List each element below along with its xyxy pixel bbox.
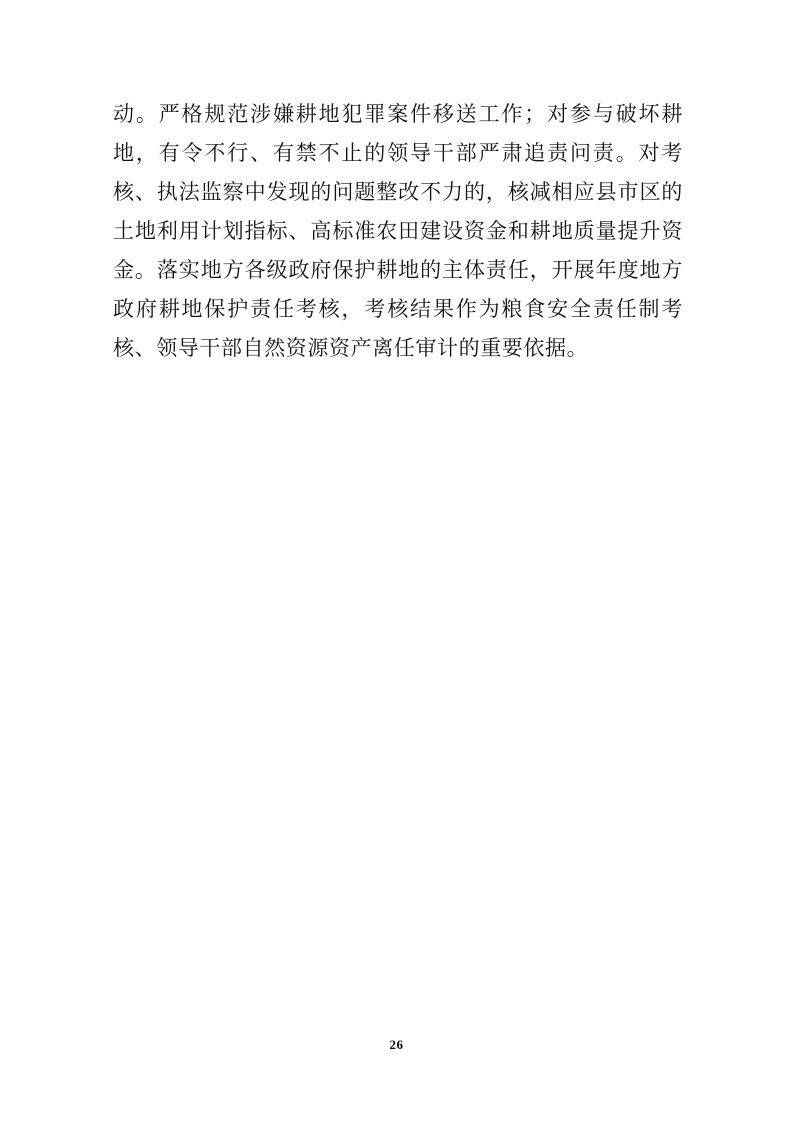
page-number: 26 (389, 1037, 404, 1052)
body-text-block (113, 95, 683, 368)
paragraph: 动。严格规范涉嫌耕地犯罪案件移送工作；对参与破坏耕地，有令不行、有禁不止的领导干部严肃追责问责。对考核、执法监察中发现的问题整改不力的，核减相应县市区的土地利用计划指标、高标准农田建设资金和耕地质量提升资金。落实地方各级政府保护耕地的主体责任，开展年度地方政府耕地保护责任考核，考核结果作为粮食安全责任制考核、领导干部自然资源资产离任审计的重要依据。 (113, 102, 683, 360)
